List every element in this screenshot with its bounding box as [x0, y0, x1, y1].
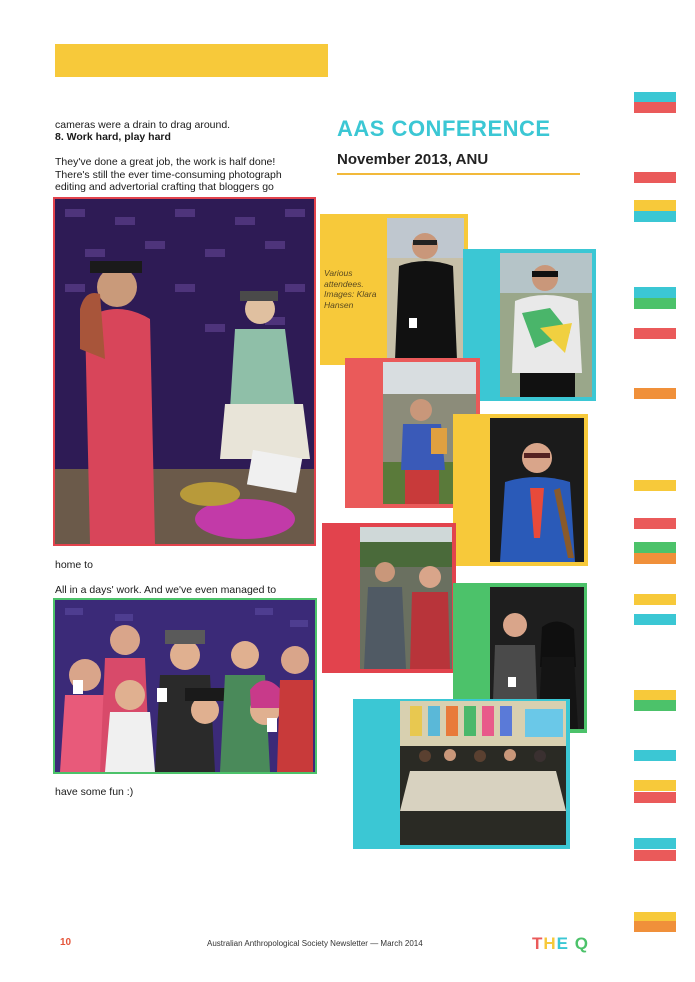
edge-stripe — [634, 838, 676, 849]
edge-stripe — [634, 388, 676, 399]
edge-stripe — [634, 850, 676, 861]
meeting-room-photo — [400, 701, 566, 845]
the-q-logo: THE Q — [532, 934, 589, 953]
party-photo-1-image — [55, 199, 314, 544]
edge-stripe — [634, 542, 676, 553]
body-text-middle: home to — [55, 559, 93, 571]
edge-stripe — [634, 172, 676, 183]
edge-stripe — [634, 614, 676, 625]
body-text-middle-2: All in a days' work. And we've even managed to — [55, 584, 277, 596]
edge-stripe — [634, 700, 676, 711]
header-color-bar — [55, 44, 328, 77]
edge-stripe — [634, 200, 676, 211]
photo-caption: Various attendees. Images: Klara Hansen — [324, 268, 377, 310]
party-photo-1 — [53, 197, 316, 546]
party-photo-2-image — [55, 600, 315, 772]
edge-stripe — [634, 780, 676, 791]
attendee-photo-5 — [360, 527, 452, 669]
edge-stripe — [634, 750, 676, 761]
edge-stripe — [634, 287, 676, 298]
attendee-photo-1 — [387, 218, 464, 360]
body-text-bottom: have some fun :) — [55, 786, 134, 798]
body-paragraph: They've done a great job, the work is half done! There's still the ever time-consuming photograph editing and advertorial crafting that bloggers go — [55, 156, 282, 193]
attendee-photo-2 — [500, 253, 592, 397]
footer-publication: Australian Anthropological Society Newsletter — March 2014 — [207, 939, 423, 948]
edge-stripe — [634, 553, 676, 564]
edge-stripe — [634, 594, 676, 605]
conference-date: November 2013, ANU — [337, 151, 489, 168]
edge-stripe — [634, 211, 676, 222]
date-underline — [337, 173, 580, 175]
page-number: 10 — [60, 937, 72, 948]
attendee-photo-4 — [490, 418, 584, 562]
edge-stripe — [634, 102, 676, 113]
edge-stripe — [634, 921, 676, 932]
edge-stripe — [634, 480, 676, 491]
edge-stripe — [634, 518, 676, 529]
party-photo-2 — [53, 598, 317, 774]
edge-stripe — [634, 298, 676, 309]
conference-title: AAS CONFERENCE — [337, 116, 551, 141]
edge-stripe — [634, 792, 676, 803]
body-text-top: cameras were a drain to drag around. — [55, 119, 231, 131]
section-heading: 8. Work hard, play hard — [55, 131, 171, 143]
edge-stripe — [634, 328, 676, 339]
